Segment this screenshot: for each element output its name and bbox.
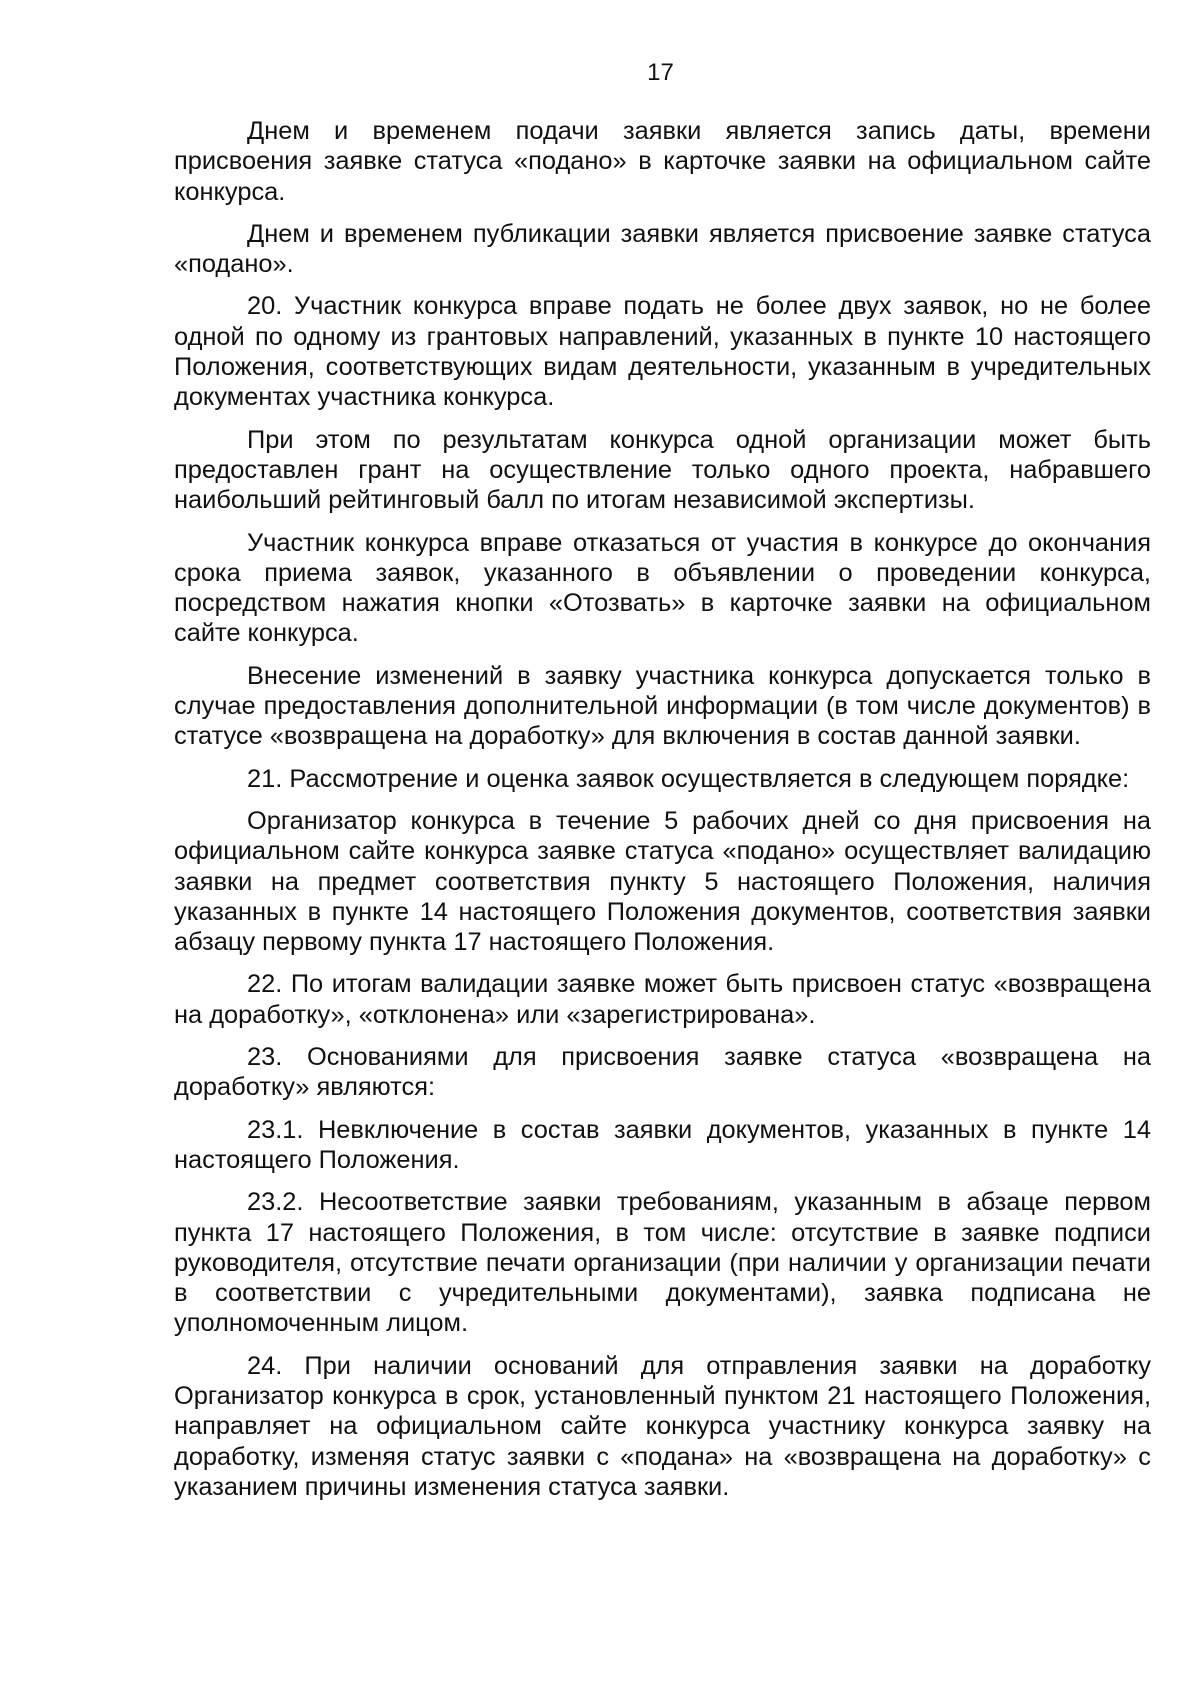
paragraph: 20. Участник конкурса вправе подать не более двух заявок, но не более одной по одному из грантовых направлений, указанных в пункте 10 настоящего Положения, соответствующих видам деятельности, указанным в учредительных документах участника конкурса. — [174, 292, 1151, 412]
paragraph: 21. Рассмотрение и оценка заявок осуществляется в следующем порядке: — [247, 764, 1130, 793]
paragraph: Днем и временем публикации заявки является присвоение заявке статуса «подано». — [174, 219, 1151, 279]
paragraph: Внесение изменений в заявку участника конкурса допускается только в случае предоставления дополнительной информации (в том числе документов) в статусе «возвращена на доработку» для включения в состав данной заявки. — [174, 661, 1151, 751]
paragraph: 23.2. Несоответствие заявки требованиям, указанным в абзаце первом пункта 17 настоящего Положения, в том числе: отсутствие в заявке подписи руководителя, отсутствие печати организации (при наличии у организации печати в соответствии с учредительными документами), заявка подписана не уполномоченным лицом. — [174, 1188, 1151, 1338]
paragraph: При этом по результатам конкурса одной организации может быть предоставлен грант на осуществление только одного проекта, набравшего наибольший рейтинговый балл по итогам независимой экспертизы. — [174, 425, 1151, 515]
paragraph: 22. По итогам валидации заявке может быть присвоен статус «возвращена на доработку», «отклонена» или «зарегистрирована». — [174, 970, 1151, 1029]
paragraph: 23.1. Невключение в состав заявки документов, указанных в пункте 14 настоящего Положения. — [174, 1115, 1151, 1174]
page-number: 17 — [647, 59, 674, 86]
paragraph: 23. Основаниями для присвоения заявке статуса «возвращена на доработку» являются: — [174, 1043, 1151, 1102]
paragraph: Днем и временем подачи заявки является запись даты, времени присвоения заявке статуса «подано» в карточке заявки на официальном сайте конкурса. — [174, 117, 1151, 206]
paragraph: Организатор конкурса в течение 5 рабочих дней со дня присвоения на официальном сайте конкурса заявке статуса «подано» осуществляет валидацию заявки на предмет соответствия пункту 5 настоящего Положения, наличия указанных в пункте 14 настоящего Положения документов, соответствия заявки абзацу первому пункта 17 настоящего Положения. — [174, 806, 1151, 957]
document-body — [174, 116, 1151, 1514]
paragraph: Участник конкурса вправе отказаться от участия в конкурсе до окончания срока приема заявок, указанного в объявлении о проведении конкурса, посредством нажатия кнопки «Отозвать» в карточке заявки на официальном сайте конкурса. — [174, 528, 1151, 648]
paragraph: 24. При наличии оснований для отправления заявки на доработку Организатор конкурса в срок, установленный пунктом 21 настоящего Положения, направляет на официальном сайте конкурса участнику конкурса заявку на доработку, изменяя статус заявки с «подана» на «возвращена на доработку» с указанием причины изменения статуса заявки. — [174, 1351, 1151, 1501]
